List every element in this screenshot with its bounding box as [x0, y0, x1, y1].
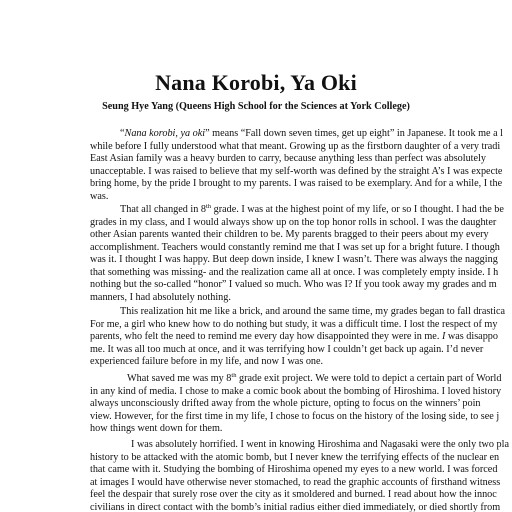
- paragraph-1-line: while before I fully understood what that meant. Growing up as the firstborn daughter of a very tradi: [90, 140, 501, 152]
- paragraph-1-line: bring home, by the pride I brought to my parents. I was raised to be exemplary. And for a while, I the: [90, 178, 503, 189]
- paragraph-2-line: nothing but the so-called “honor” I valued so much. Who was I? If you took away my grades and m: [90, 279, 497, 290]
- paragraph-1-line: “Nana korobi, ya oki” means “Fall down seven times, get up eight” in Japanese. It took me a l: [120, 128, 503, 139]
- paragraph-2-line: manners, I had absolutely nothing.: [90, 291, 231, 303]
- paragraph-3-line: This realization hit me like a brick, and around the same time, my grades began to fall drastica: [120, 306, 506, 317]
- paragraph-4-line: view. However, for the first time in my life, I chose to focus on the history of the losing side, to see j: [90, 410, 500, 422]
- paragraph-1-line: unacceptable. I was raised to believe that my self-worth was defined by the straight A’s I was expecte: [90, 165, 503, 177]
- paragraph-5-line: history to be attacked with the atomic bomb, but I never knew the terrifying effects of the nuclear en: [90, 451, 500, 463]
- paragraph-2-line: accomplishment. Teachers would constantly remind me that I was set up for a bright future. I though: [90, 241, 500, 253]
- paragraph-4-line: in any kind of media. I chose to make a comic book about the bombing of Hiroshima. I loved history: [90, 385, 502, 397]
- paragraph-1-line: East Asian family was a heavy burden to carry, because anything less than perfect was absolutely: [90, 153, 486, 164]
- document-author: Seung Hye Yang (Queens High School for the Sciences at York College): [102, 101, 410, 112]
- paragraph-5-line: that came with it. Studying the bombing of Hiroshima opened my eyes to a new world. I was forced: [90, 464, 498, 475]
- paragraph-2-line: That all changed in 8th grade. I was at the highest point of my life, or so I thought. I had the be: [120, 204, 504, 215]
- paragraph-3-line: me. It was all too much at once, and it was terrifying how I couldn’t get back up again. I’d never: [90, 343, 484, 355]
- paragraph-2-line: grades in my class, and I would always show up on the top honor rolls in school. I was the daughter: [90, 216, 497, 228]
- paragraph-5-line: civilians in direct contact with the bomb’s initial radius either died immediately, or died shortly from: [90, 501, 501, 512]
- paragraph-4-line: What saved me was my 8th grade exit project. We were told to depict a certain part of World: [127, 373, 502, 384]
- paragraph-5-line: feel the despair that surely rose over the city as it smoldered and burned. I read about how the innoc: [90, 489, 497, 500]
- paragraph-5-line: I was absolutely horrified. I went in knowing Hiroshima and Nagasaki were the only two pla: [131, 439, 509, 450]
- paragraph-3-line: experienced failure before in my life, and now I was one.: [90, 356, 324, 367]
- paragraph-1-line: was.: [90, 190, 109, 202]
- paragraph-2-line: was it. I thought I was happy. But deep down inside, I knew I wasn’t. There was always the nagging: [90, 254, 498, 265]
- paragraph-3-line: parents, who felt the need to remind me every day how disappointed they were in me. I was disappo: [90, 331, 498, 342]
- paragraph-2-line: other Asian parents wanted their children to be. My parents bragged to their peers about my every: [90, 229, 489, 240]
- paragraph-4-line: always unconsciously drifted away from the whole picture, opting to focus on the winners’ poin: [90, 398, 481, 409]
- paragraph-5-line: at images I would have otherwise never stomached, to read the graphic accounts of firsthand witness: [90, 476, 501, 488]
- paragraph-4-line: how things went down for them.: [90, 423, 223, 434]
- paragraph-3-line: For me, a girl who knew how to do nothing but study, it was a difficult time. I lost the respect of my: [90, 318, 498, 330]
- document-title: Nana Korobi, Ya Oki: [155, 70, 357, 95]
- paragraph-2-line: that something was missing- and the realization came all at once. I was completely empty inside. I h: [90, 266, 499, 278]
